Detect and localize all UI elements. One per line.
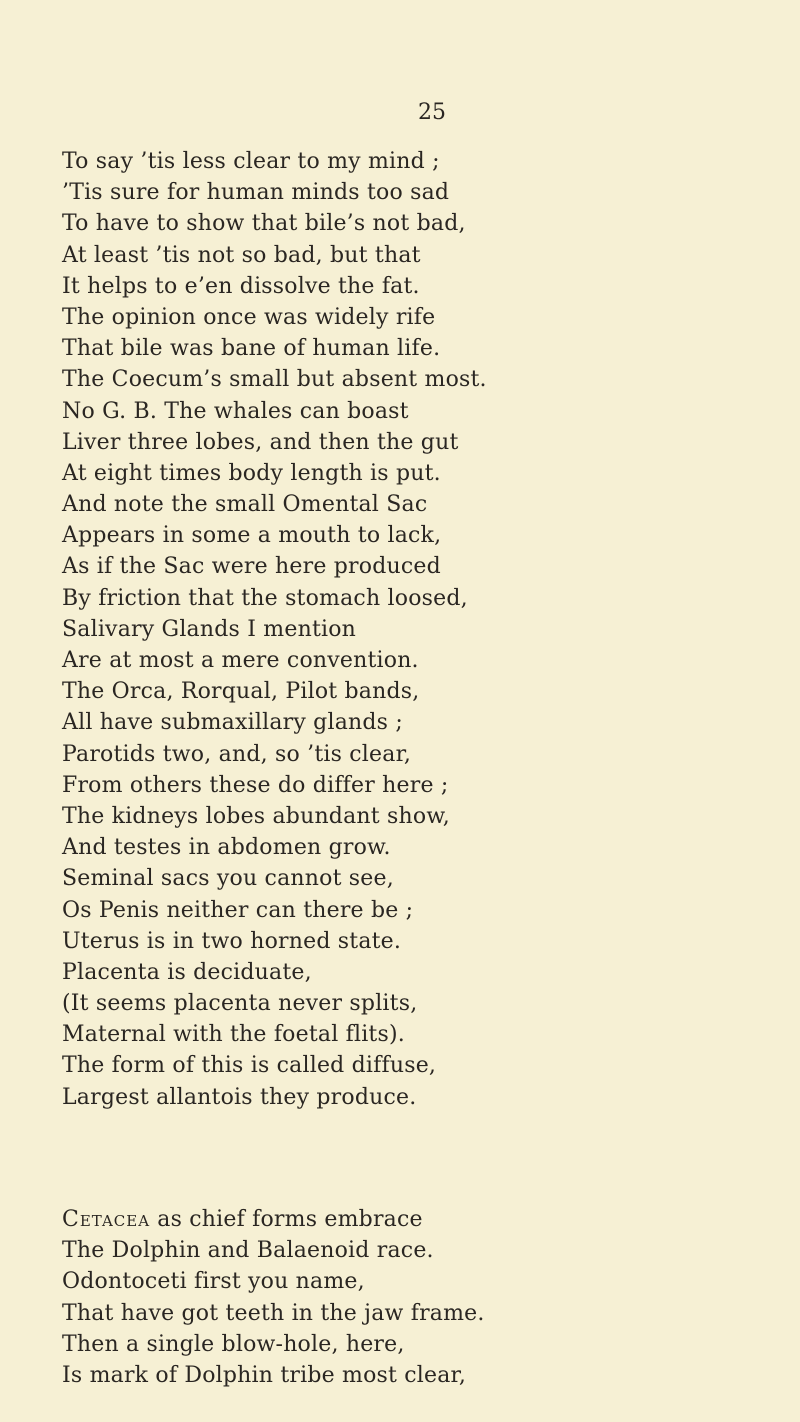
- verse-line: And note the small Omental Sac: [62, 492, 428, 518]
- verse-line: It helps to e’en dissolve the fat.: [62, 273, 420, 299]
- verse-line: ’Tis sure for human minds too sad: [62, 180, 450, 206]
- verse-line: At eight times body length is put.: [62, 460, 441, 486]
- verse-line: Os Penis neither can there be ;: [62, 897, 414, 923]
- verse-line: Then a single blow-hole, here,: [62, 1331, 405, 1357]
- verse-line: To have to show that bile’s not bad,: [62, 211, 466, 237]
- verse-line: The Coecum’s small but absent most.: [62, 367, 487, 393]
- verse-line: To say ’tis less clear to my mind ;: [62, 149, 440, 174]
- verse-line: That bile was bane of human life.: [62, 336, 441, 362]
- verse-line: At least ’tis not so bad, but that: [62, 242, 421, 268]
- verse-line: (It seems placenta never splits,: [62, 991, 418, 1017]
- verse-line: No G. B. The whales can boast: [62, 398, 409, 424]
- verse-line: The Orca, Rorqual, Pilot bands,: [62, 679, 420, 705]
- verse-line: Appears in some a mouth to lack,: [62, 523, 442, 549]
- verse-line: The form of this is called diffuse,: [62, 1053, 437, 1079]
- verse-line: Seminal sacs you cannot see,: [62, 866, 394, 892]
- verse-line: Maternal with the foetal flits).: [62, 1022, 405, 1048]
- stanza-2: [62, 1204, 782, 1391]
- verse-line: From others these do differ here ;: [62, 772, 449, 798]
- page-number: 25: [418, 100, 446, 125]
- verse-line: Uterus is in two horned state.: [62, 928, 402, 954]
- verse-line: The opinion once was widely rife: [62, 304, 436, 330]
- verse-line: Odontoceti first you name,: [62, 1269, 365, 1295]
- verse-line: By friction that the stomach loosed,: [62, 585, 468, 611]
- smallcaps-term: Cetacea: [62, 1207, 151, 1232]
- verse-line: Largest allantois they produce.: [62, 1084, 417, 1110]
- verse-line: Are at most a mere convention.: [62, 648, 419, 673]
- verse-line: All have submaxillary glands ;: [62, 710, 403, 736]
- verse-line: Salivary Glands I mention: [62, 616, 357, 642]
- verse-line: As if the Sac were here produced: [62, 554, 441, 580]
- verse-line: Liver three lobes, and then the gut: [62, 429, 459, 455]
- verse-line: Placenta is deciduate,: [62, 959, 312, 985]
- verse-line: Parotids two, and, so ’tis clear,: [62, 741, 412, 767]
- verse-line: That have got teeth in the jaw frame.: [62, 1300, 485, 1326]
- verse-line: Is mark of Dolphin tribe most clear,: [62, 1362, 467, 1388]
- verse-line-rest: as chief forms embrace: [150, 1207, 423, 1232]
- stanza-1: [62, 146, 782, 1113]
- verse-line: The Dolphin and Balaenoid race.: [62, 1238, 434, 1264]
- verse-line: The kidneys lobes abundant show,: [62, 803, 450, 829]
- verse-line: And testes in abdomen grow.: [62, 835, 391, 861]
- verse-line-first: [62, 1204, 782, 1235]
